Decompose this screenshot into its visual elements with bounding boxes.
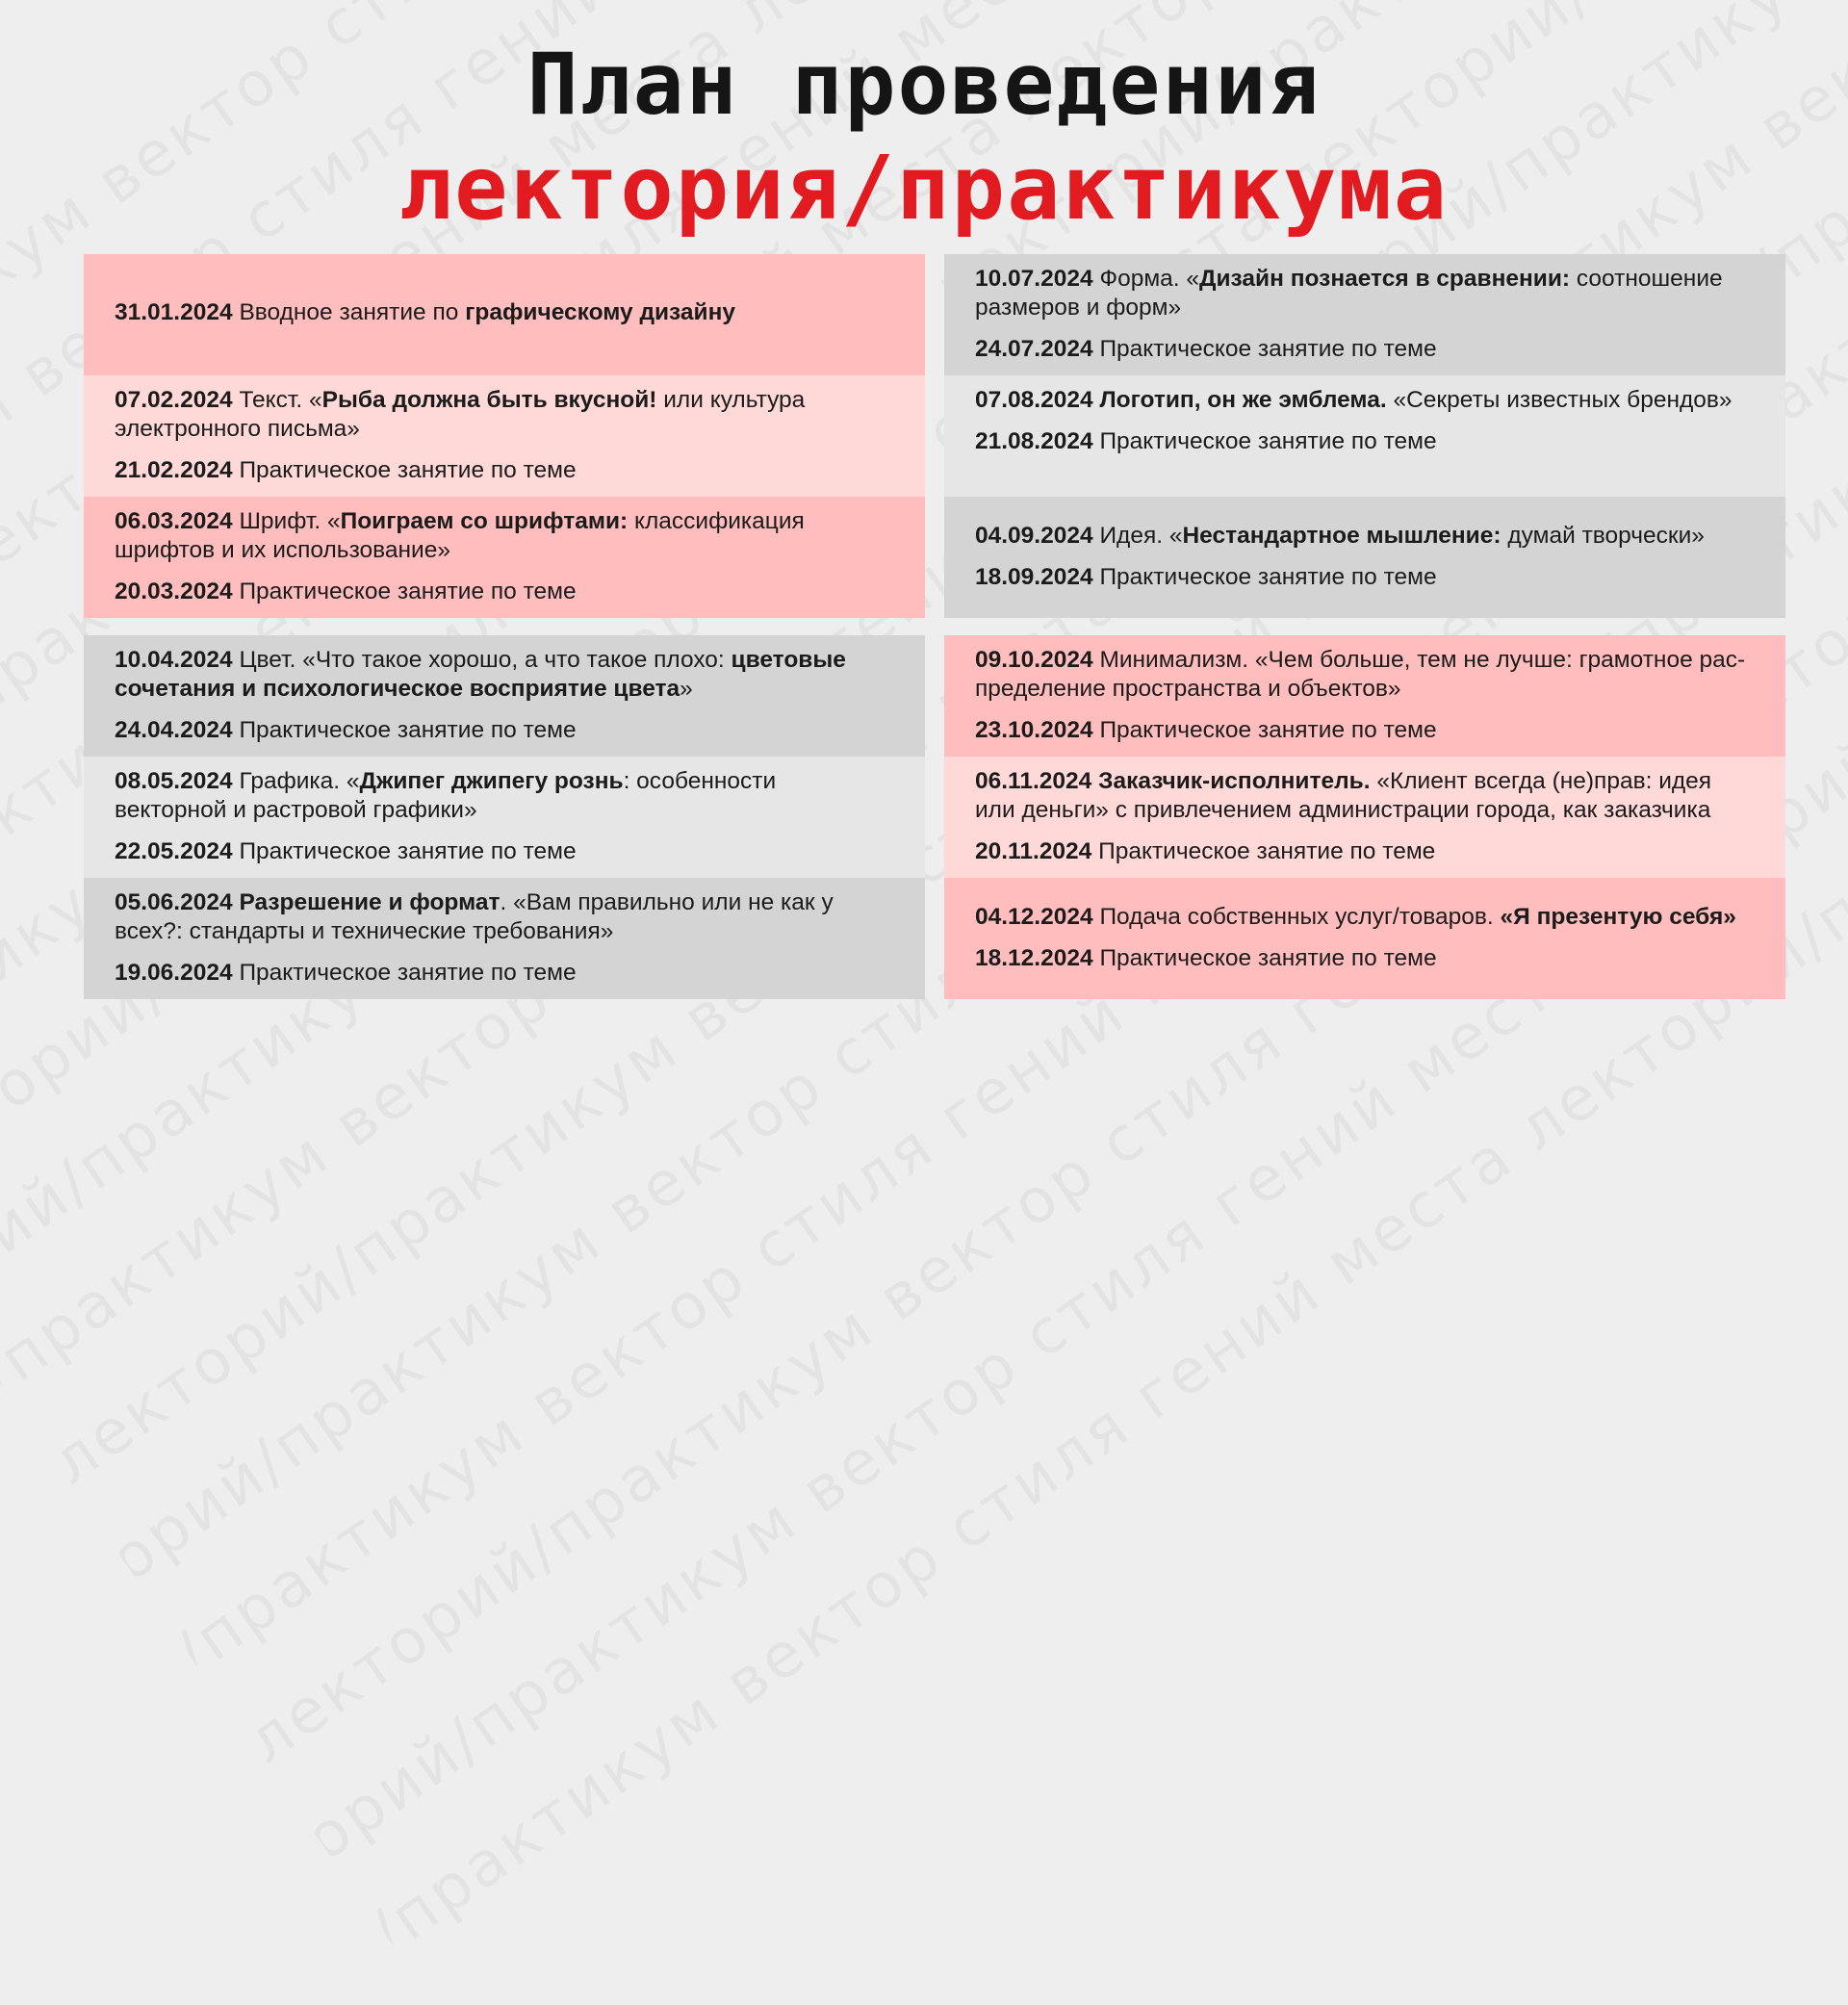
page-title (0, 37, 1848, 241)
practice-line (975, 944, 1755, 973)
session-date: 10.04.2024 (115, 647, 233, 673)
practice-line (115, 578, 894, 606)
schedule-group-right-top (944, 254, 1785, 618)
session-line (975, 265, 1755, 322)
session-date: 05.06.2024 (115, 889, 233, 915)
session-desc: Подача собственных услуг/товаров. «Я презентую себя» (1099, 904, 1736, 930)
session-desc: Форма. «Дизайн познается в сравнении: соотношение размеров и форм» (975, 266, 1723, 321)
practice-date: 24.07.2024 (975, 336, 1093, 362)
schedule-item (84, 757, 925, 878)
practice-text: Практическое занятие по теме (1099, 428, 1437, 454)
practice-text: Практическое занятие по теме (239, 960, 577, 986)
schedule-group-right-bottom (944, 635, 1785, 999)
schedule-item (84, 497, 925, 618)
session-line (115, 298, 894, 327)
session-date: 06.03.2024 (115, 508, 233, 534)
title-line-2: лектория/практикума (398, 137, 1450, 240)
practice-date: 21.02.2024 (115, 457, 233, 483)
session-line (115, 888, 894, 946)
practice-line (975, 837, 1755, 866)
schedule-item (944, 635, 1785, 757)
schedule-item (84, 878, 925, 999)
schedule-item (84, 635, 925, 757)
session-desc: Логотип, он же эмблема. «Секреты известных брендов» (1099, 387, 1732, 413)
practice-date: 21.08.2024 (975, 428, 1093, 454)
session-desc: Цвет. «Что такое хорошо, а что такое плохо: цветовые сочетания и психологическое восприятие цвета» (115, 647, 846, 702)
practice-date: 20.11.2024 (975, 838, 1092, 864)
session-desc: Текст. «Рыба должна быть вкусной! или культура электронного письма» (115, 387, 806, 442)
session-desc: Графика. «Джипег джипегу рознь: особенности векторной и растровой графики» (115, 768, 777, 823)
session-line (975, 522, 1755, 551)
practice-text: Практическое занятие по теме (1099, 336, 1437, 362)
session-line (115, 386, 894, 444)
practice-text: Практическое занятие по теме (1099, 717, 1437, 743)
session-desc: Минимализм. «Чем больше, тем не лучше: грамотное рас-пределение пространства и объектов» (975, 647, 1746, 702)
schedule-item (944, 878, 1785, 999)
practice-date: 24.04.2024 (115, 717, 233, 743)
session-date: 07.08.2024 (975, 387, 1093, 413)
practice-line (115, 716, 894, 745)
practice-line (975, 716, 1755, 745)
session-line (975, 646, 1755, 704)
session-line (975, 903, 1755, 932)
schedule-item (944, 375, 1785, 497)
practice-text: Практическое занятие по теме (239, 578, 577, 604)
practice-date: 19.06.2024 (115, 960, 233, 986)
session-date: 31.01.2024 (115, 299, 233, 325)
practice-line (115, 456, 894, 485)
practice-date: 18.12.2024 (975, 945, 1093, 971)
practice-date: 18.09.2024 (975, 564, 1093, 590)
schedule-item (944, 254, 1785, 375)
session-date: 04.12.2024 (975, 904, 1093, 930)
practice-line (115, 959, 894, 988)
session-desc: Шрифт. «Поиграем со шрифтами: классификация шрифтов и их использование» (115, 508, 805, 563)
session-line (975, 767, 1755, 825)
session-desc: Идея. «Нестандартное мышление: думай творчески» (1099, 523, 1705, 549)
practice-line (975, 563, 1755, 592)
practice-text: Практическое занятие по теме (1098, 838, 1436, 864)
session-date: 09.10.2024 (975, 647, 1093, 673)
session-line (115, 646, 894, 704)
practice-date: 22.05.2024 (115, 838, 233, 864)
session-date: 06.11.2024 (975, 768, 1092, 794)
session-date: 10.07.2024 (975, 266, 1093, 292)
practice-text: Практическое занятие по теме (239, 717, 577, 743)
practice-text: Практическое занятие по теме (1099, 945, 1437, 971)
session-desc: Заказчик-исполнитель. «Клиент всегда (не)прав: идея или деньги» с привлечением администрации города, как заказчика (975, 768, 1712, 823)
schedule-item (84, 375, 925, 497)
practice-text: Практическое занятие по теме (1099, 564, 1437, 590)
session-desc: Разрешение и формат. «Вам правильно или не как у всех?: стандарты и технические требования» (115, 889, 834, 944)
schedule-item (84, 254, 925, 375)
practice-line (975, 427, 1755, 456)
schedule-item (944, 497, 1785, 618)
session-desc: Вводное занятие по графическому дизайну (239, 299, 736, 325)
title-line-1: План проведения (526, 35, 1322, 134)
practice-line (975, 335, 1755, 364)
session-line (115, 507, 894, 565)
schedule-group-left-bottom (84, 635, 925, 999)
practice-line (115, 837, 894, 866)
schedule-group-left-top (84, 254, 925, 618)
practice-text: Практическое занятие по теме (239, 457, 577, 483)
session-line (975, 386, 1755, 415)
practice-date: 20.03.2024 (115, 578, 233, 604)
session-date: 04.09.2024 (975, 523, 1093, 549)
schedule-item (944, 757, 1785, 878)
practice-text: Практическое занятие по теме (239, 838, 577, 864)
session-date: 08.05.2024 (115, 768, 233, 794)
practice-date: 23.10.2024 (975, 717, 1093, 743)
session-line (115, 767, 894, 825)
session-date: 07.02.2024 (115, 387, 233, 413)
